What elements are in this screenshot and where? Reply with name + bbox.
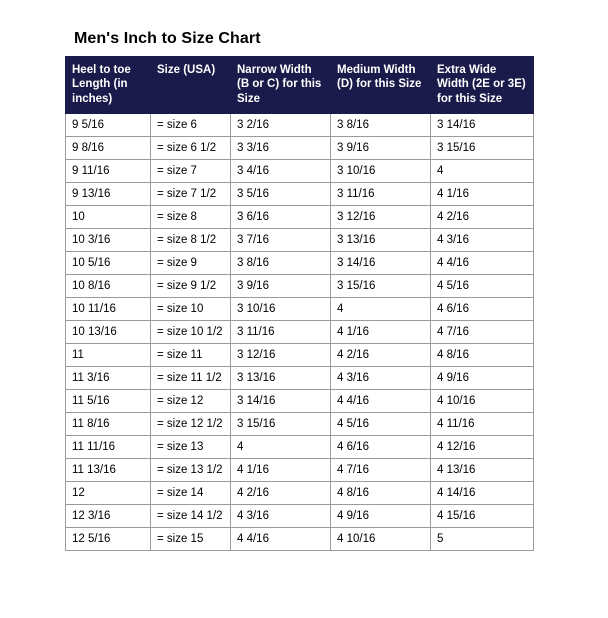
table-cell: 3 8/16 xyxy=(331,114,431,137)
table-cell: 11 5/16 xyxy=(66,390,151,413)
table-cell: 4 8/16 xyxy=(431,344,534,367)
table-cell: 11 8/16 xyxy=(66,413,151,436)
table-cell: 9 5/16 xyxy=(66,114,151,137)
column-header-size-usa: Size (USA) xyxy=(151,57,231,114)
table-row xyxy=(66,114,534,137)
table-cell: 4 10/16 xyxy=(331,528,431,551)
table-cell: 4 xyxy=(331,298,431,321)
table-row xyxy=(66,528,534,551)
table-cell: 4 4/16 xyxy=(231,528,331,551)
table-row xyxy=(66,344,534,367)
table-cell: 4 3/16 xyxy=(431,229,534,252)
table-cell: 3 13/16 xyxy=(331,229,431,252)
table-cell: 11 11/16 xyxy=(66,436,151,459)
table-body xyxy=(66,114,534,551)
table-row xyxy=(66,229,534,252)
table-row xyxy=(66,137,534,160)
table-cell: 3 3/16 xyxy=(231,137,331,160)
table-cell: 11 13/16 xyxy=(66,459,151,482)
table-cell: 3 11/16 xyxy=(331,183,431,206)
table-row xyxy=(66,275,534,298)
table-cell: 4 6/16 xyxy=(431,298,534,321)
table-cell: 3 9/16 xyxy=(231,275,331,298)
table-cell: 4 1/16 xyxy=(231,459,331,482)
table-cell: 3 15/16 xyxy=(331,275,431,298)
column-header-heel-to-toe: Heel to toe Length (in inches) xyxy=(66,57,151,114)
table-cell: 3 5/16 xyxy=(231,183,331,206)
table-cell: = size 11 xyxy=(151,344,231,367)
table-cell: 4 xyxy=(231,436,331,459)
table-cell: = size 10 1/2 xyxy=(151,321,231,344)
table-cell: 4 3/16 xyxy=(231,505,331,528)
table-cell: = size 6 xyxy=(151,114,231,137)
table-row xyxy=(66,183,534,206)
table-header xyxy=(66,57,534,114)
table-cell: 9 11/16 xyxy=(66,160,151,183)
column-header-medium-width: Medium Width (D) for this Size xyxy=(331,57,431,114)
table-cell: 3 14/16 xyxy=(431,114,534,137)
table-cell: 9 13/16 xyxy=(66,183,151,206)
table-cell: 4 15/16 xyxy=(431,505,534,528)
table-cell: 3 4/16 xyxy=(231,160,331,183)
table-row xyxy=(66,505,534,528)
table-cell: 4 xyxy=(431,160,534,183)
page-title: Men's Inch to Size Chart xyxy=(74,30,261,47)
table-cell: 3 6/16 xyxy=(231,206,331,229)
size-chart-table xyxy=(65,56,534,551)
table-cell: 4 2/16 xyxy=(331,344,431,367)
table-cell: = size 6 1/2 xyxy=(151,137,231,160)
table-cell: 4 12/16 xyxy=(431,436,534,459)
table-cell: = size 10 xyxy=(151,298,231,321)
table-cell: 4 5/16 xyxy=(331,413,431,436)
table-cell: = size 7 1/2 xyxy=(151,183,231,206)
table-cell: 11 3/16 xyxy=(66,367,151,390)
table-cell: = size 13 1/2 xyxy=(151,459,231,482)
table-cell: 4 8/16 xyxy=(331,482,431,505)
table-cell: 3 11/16 xyxy=(231,321,331,344)
table-cell: = size 12 xyxy=(151,390,231,413)
table-cell: = size 9 xyxy=(151,252,231,275)
column-header-narrow-width: Narrow Width (B or C) for this Size xyxy=(231,57,331,114)
table-cell: 3 15/16 xyxy=(431,137,534,160)
table-cell: 4 9/16 xyxy=(331,505,431,528)
table-cell: 3 7/16 xyxy=(231,229,331,252)
table-cell: 11 xyxy=(66,344,151,367)
table-cell: 4 2/16 xyxy=(431,206,534,229)
table-cell: 4 4/16 xyxy=(331,390,431,413)
table-cell: 12 3/16 xyxy=(66,505,151,528)
table-row xyxy=(66,252,534,275)
table-cell: 5 xyxy=(431,528,534,551)
table-cell: 3 12/16 xyxy=(331,206,431,229)
table-cell: 3 12/16 xyxy=(231,344,331,367)
table-cell: 3 8/16 xyxy=(231,252,331,275)
table-header-row xyxy=(66,57,534,114)
table-cell: 4 7/16 xyxy=(431,321,534,344)
table-row xyxy=(66,206,534,229)
table-cell: 4 10/16 xyxy=(431,390,534,413)
table-cell: = size 13 xyxy=(151,436,231,459)
table-cell: = size 8 xyxy=(151,206,231,229)
table-row xyxy=(66,160,534,183)
table-cell: = size 7 xyxy=(151,160,231,183)
table-cell: 4 11/16 xyxy=(431,413,534,436)
table-cell: = size 12 1/2 xyxy=(151,413,231,436)
table-cell: 12 5/16 xyxy=(66,528,151,551)
table-cell: 3 14/16 xyxy=(231,390,331,413)
table-cell: 3 9/16 xyxy=(331,137,431,160)
table-row xyxy=(66,436,534,459)
table-cell: = size 8 1/2 xyxy=(151,229,231,252)
table-cell: = size 9 1/2 xyxy=(151,275,231,298)
table-cell: 4 14/16 xyxy=(431,482,534,505)
table-cell: = size 15 xyxy=(151,528,231,551)
table-cell: 3 15/16 xyxy=(231,413,331,436)
table-cell: 3 10/16 xyxy=(231,298,331,321)
table-row xyxy=(66,459,534,482)
table-cell: 4 4/16 xyxy=(431,252,534,275)
table-cell: 10 13/16 xyxy=(66,321,151,344)
table-cell: 10 5/16 xyxy=(66,252,151,275)
table-row xyxy=(66,413,534,436)
table-cell: 4 3/16 xyxy=(331,367,431,390)
table-cell: 4 6/16 xyxy=(331,436,431,459)
table-cell: 4 2/16 xyxy=(231,482,331,505)
table-cell: = size 14 xyxy=(151,482,231,505)
table-row xyxy=(66,298,534,321)
table-row xyxy=(66,390,534,413)
table-cell: 9 8/16 xyxy=(66,137,151,160)
table-cell: 4 13/16 xyxy=(431,459,534,482)
table-cell: 10 xyxy=(66,206,151,229)
table-cell: 3 14/16 xyxy=(331,252,431,275)
table-cell: 3 10/16 xyxy=(331,160,431,183)
table-cell: = size 11 1/2 xyxy=(151,367,231,390)
table-cell: = size 14 1/2 xyxy=(151,505,231,528)
table-row xyxy=(66,321,534,344)
table-cell: 4 7/16 xyxy=(331,459,431,482)
table-cell: 3 2/16 xyxy=(231,114,331,137)
column-header-extra-wide-width: Extra Wide Width (2E or 3E) for this Size xyxy=(431,57,534,114)
table-cell: 10 3/16 xyxy=(66,229,151,252)
table-row xyxy=(66,367,534,390)
table-cell: 4 9/16 xyxy=(431,367,534,390)
table-row xyxy=(66,482,534,505)
table-cell: 4 1/16 xyxy=(431,183,534,206)
table-cell: 4 1/16 xyxy=(331,321,431,344)
table-cell: 3 13/16 xyxy=(231,367,331,390)
table-cell: 12 xyxy=(66,482,151,505)
table-cell: 10 8/16 xyxy=(66,275,151,298)
table-cell: 4 5/16 xyxy=(431,275,534,298)
table-cell: 10 11/16 xyxy=(66,298,151,321)
